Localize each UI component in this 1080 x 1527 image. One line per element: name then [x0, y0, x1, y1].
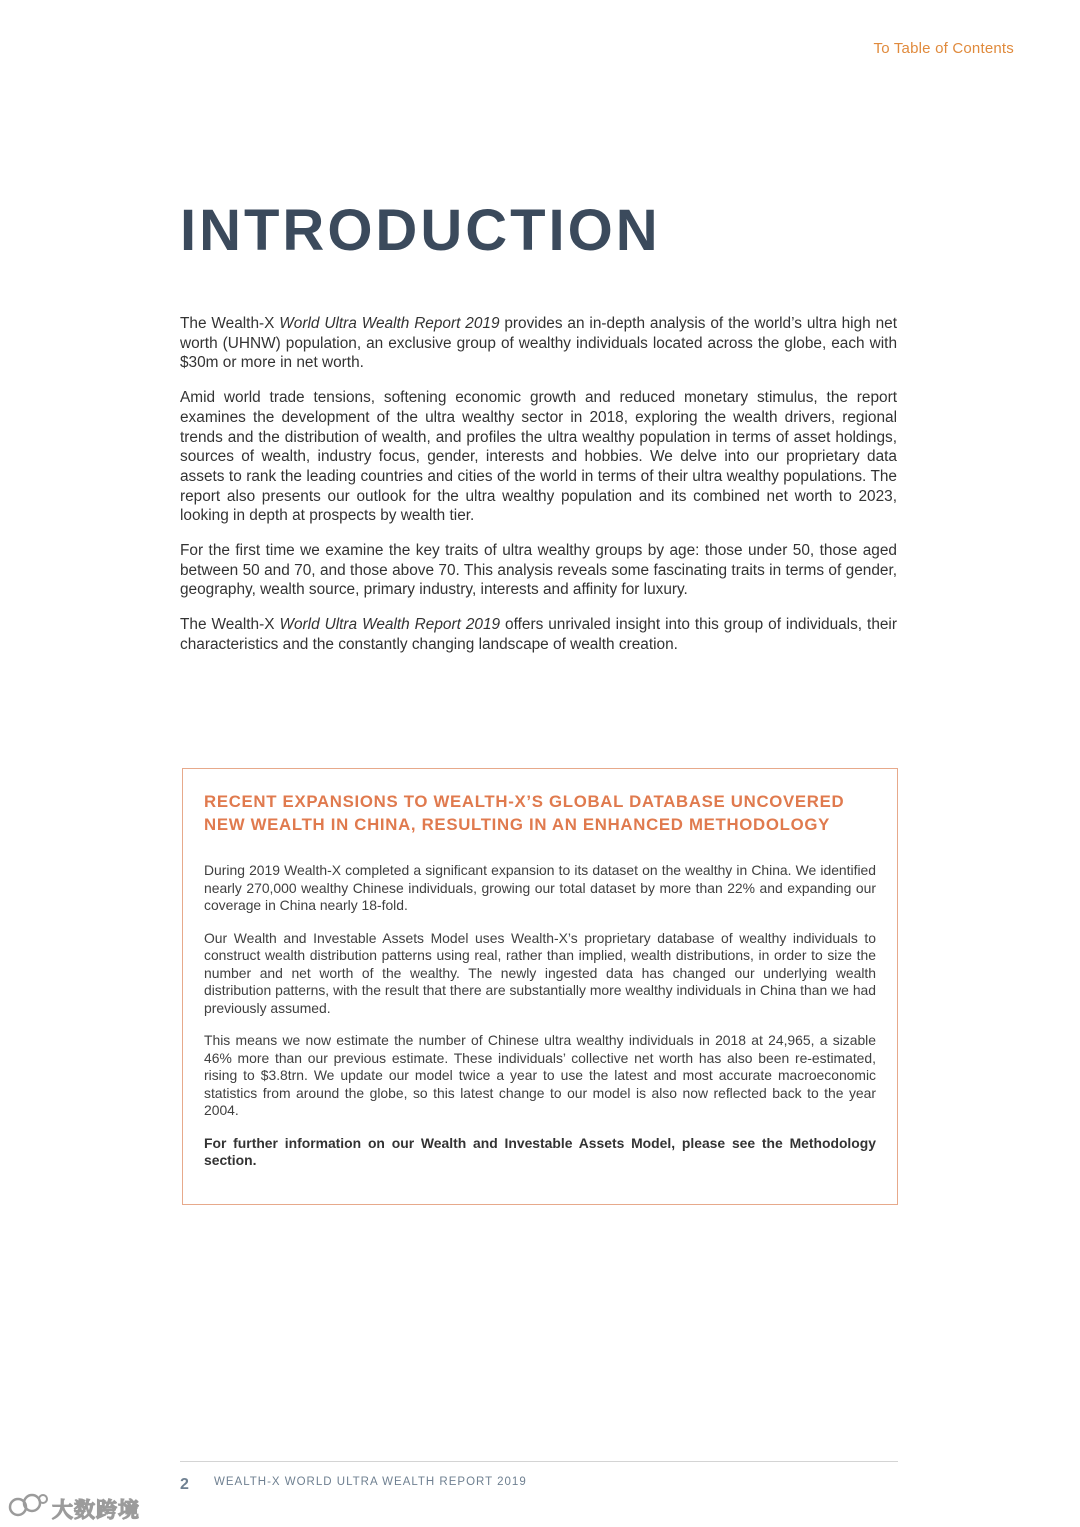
callout-paragraph-2: Our Wealth and Investable Assets Model uses Wealth-X’s proprietary database of wealthy individuals to construct wealth distribution patterns using real, rather than implied, wealth distributions, in order to size the number and net worth of the wealthy. The newly ingested data has changed our underlying wealth distribution patterns, with the result that there are substantially more wealthy individuals in China than we had previously assumed. [204, 929, 876, 1016]
callout-heading-line-1: RECENT EXPANSIONS TO WEALTH-X’S GLOBAL DATABASE UNCOVERED [204, 792, 845, 811]
callout-methodology-note: For further information on our Wealth and Investable Assets Model, please see the Methodology section. [204, 1134, 876, 1168]
footer-report-name: WEALTH-X WORLD ULTRA WEALTH REPORT 2019 [214, 1476, 527, 1488]
intro-p1-text-start: The Wealth-X [180, 315, 280, 332]
watermark-logo-icon [8, 1490, 50, 1524]
intro-section [180, 314, 897, 670]
page-title: INTRODUCTION [180, 198, 661, 263]
callout-heading [204, 791, 876, 836]
page-number: 2 [180, 1476, 189, 1493]
intro-p1-text-end: provides an in-depth analysis of the world’s ultra high net worth (UHNW) population, an exclusive group of wealthy individuals located across the globe, each with $30m or more in net worth. [180, 315, 897, 372]
intro-paragraph-4 [180, 615, 897, 654]
callout-paragraph-1: During 2019 Wealth-X completed a significant expansion to its dataset on the wealthy in China. We identified nearly 270,000 wealthy Chinese individuals, growing our total dataset by more than 22% and expanding our coverage in China nearly 18-fold. [204, 862, 876, 913]
callout-paragraph-3: This means we now estimate the number of Chinese ultra wealthy individuals in 2018 at 24,965, a sizable 46% more than our previous estimate. These individuals’ collective net worth has also been re-estimated, rising to $3.8trn. We update our model twice a year to use the latest and most accurate macroeconomic statistics from around the globe, so this latest change to our model is also now reflected back to the year 2004. [204, 1032, 876, 1118]
report-title-italic: World Ultra Wealth Report 2019 [279, 616, 501, 634]
watermark-text: 大数跨境 [52, 1499, 140, 1522]
intro-p4-text-end: offers unrivaled insight into this group of individuals, their characteristics and the constantly changing landscape of wealth creation. [180, 616, 897, 653]
intro-p4-text-start: The Wealth-X [180, 616, 280, 634]
table-of-contents-link[interactable]: To Table of Contents [873, 40, 1014, 57]
callout-heading-line-2: NEW WEALTH IN CHINA, RESULTING IN AN ENHANCED METHODOLOGY [204, 814, 830, 834]
methodology-callout-box [182, 768, 898, 1205]
report-title-italic: World Ultra Wealth Report 2019 [279, 315, 500, 332]
watermark [8, 1490, 168, 1524]
intro-paragraph-1 [180, 314, 897, 373]
intro-paragraph-2: Amid world trade tensions, softening economic growth and reduced monetary stimulus, the report examines the development of the ultra wealthy sector in 2018, exploring the wealth drivers, regional trends and the distribution of wealth, and profiles the ultra wealthy population in terms of asset holdings, sources of wealth, industry focus, gender, interests and hobbies. We delve into our proprietary data assets to rank the leading countries and cities of the world in terms of their ultra wealthy populations. The report also presents our outlook for the ultra wealthy population and its combined net worth to 2023, looking in depth at prospects by wealth tier. [180, 389, 897, 525]
intro-paragraph-3: For the first time we examine the key traits of ultra wealthy groups by age: those under 50, those aged between 50 and 70, and those above 70. This analysis reveals some fascinating traits in terms of gender, geography, wealth source, primary industry, interests and affinity for luxury. [180, 542, 897, 599]
footer-divider [180, 1461, 898, 1462]
